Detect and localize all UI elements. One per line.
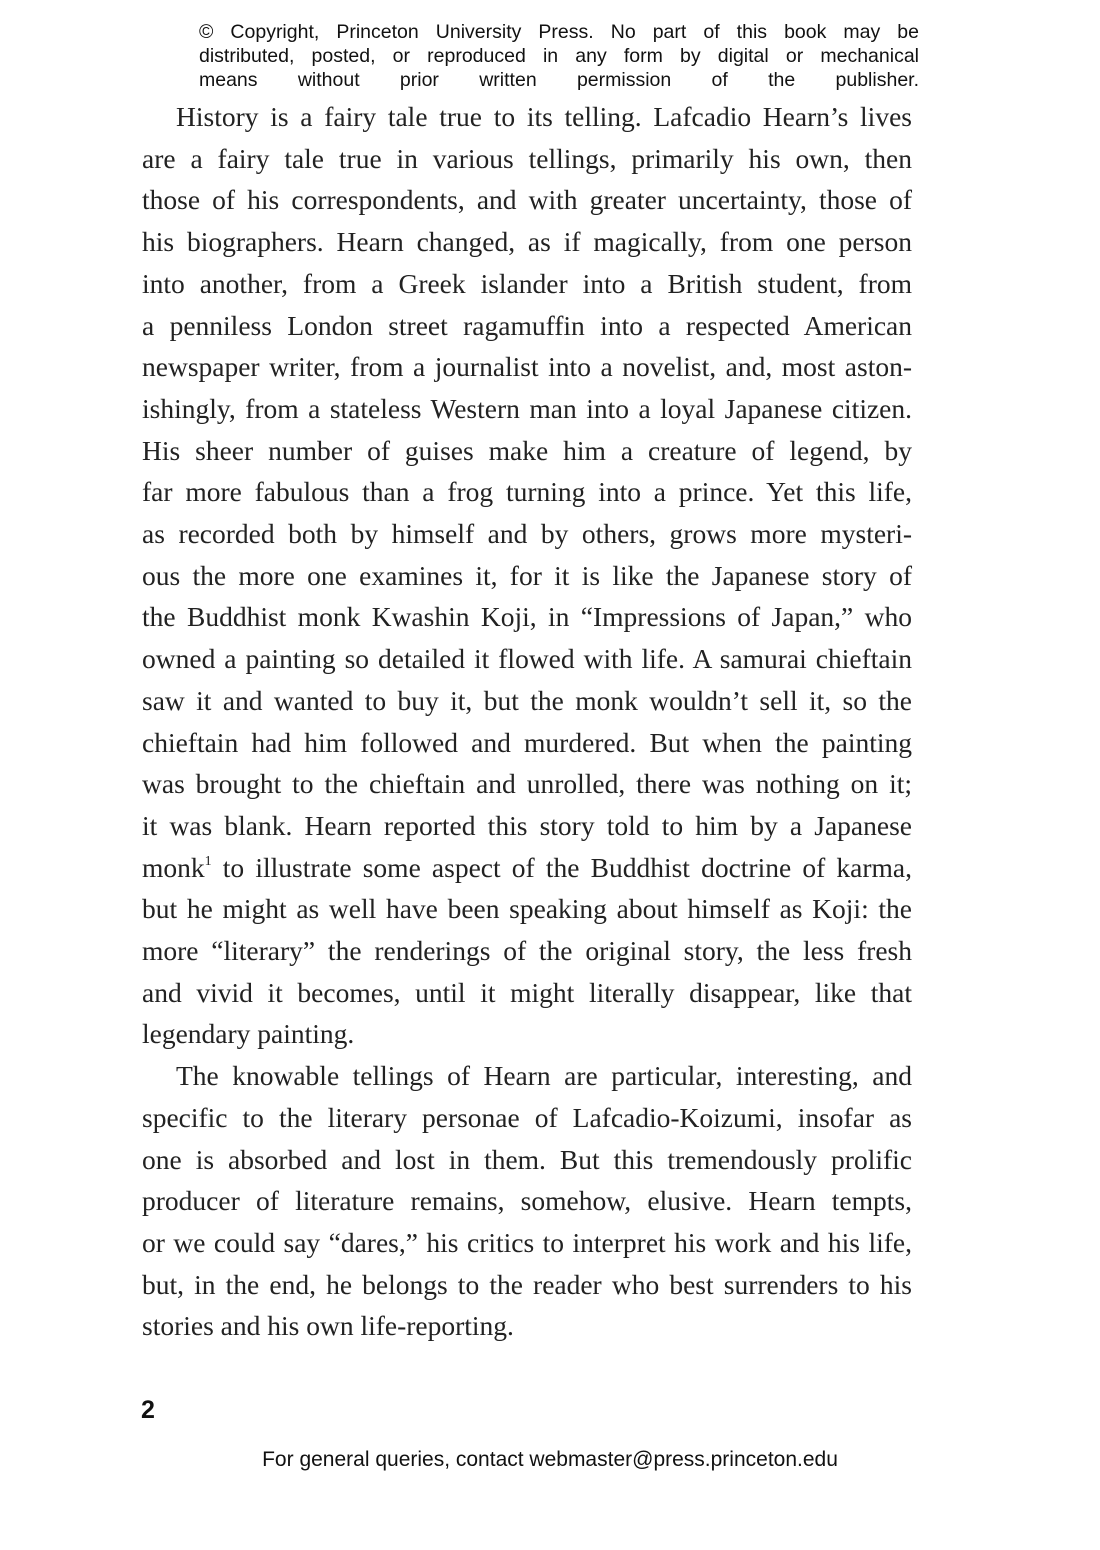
text-line: saw it and wanted to buy it, but the monk wouldn’t sell it, so the <box>142 684 912 716</box>
text-line: a penniless London street ragamuffin into a respected American <box>142 309 912 341</box>
text-line: and vivid it becomes, until it might literally disappear, like that <box>142 976 912 1008</box>
text-line: those of his correspondents, and with greater uncertainty, those of <box>142 184 912 216</box>
text-line: or we could say “dares,” his critics to interpret his work and his life, <box>142 1226 912 1258</box>
text-line: His sheer number of guises make him a creature of legend, by <box>142 434 912 466</box>
text-line: newspaper writer, from a journalist into a novelist, and, most aston- <box>142 351 912 383</box>
text-line: but he might as well have been speaking about himself as Koji: the <box>142 893 912 925</box>
text-line: are a fairy tale true in various tellings, primarily his own, then <box>142 142 912 174</box>
text-line: History is a fairy tale true to its telling. Lafcadio Hearn’s lives <box>176 101 912 132</box>
text-line: stories and his own life-reporting. <box>142 1310 514 1342</box>
text-line: the Buddhist monk Kwashin Koji, in “Impressions of Japan,” who <box>142 601 912 633</box>
text-line: far more fabulous than a frog turning into a prince. Yet this life, <box>142 476 912 508</box>
text-line: specific to the literary personae of Lafcadio-Koizumi, insofar as <box>142 1101 912 1133</box>
text-line: The knowable tellings of Hearn are particular, interesting, and <box>176 1060 912 1092</box>
text-line: was brought to the chieftain and unrolled, there was nothing on it; <box>142 768 912 800</box>
copyright-line: means without prior written permission of the publisher. <box>199 69 919 91</box>
text-line: into another, from a Greek islander into a British student, from <box>142 267 912 299</box>
footer-contact: For general queries, contact webmaster@press.princeton.edu <box>262 1448 838 1471</box>
footnote-marker[interactable]: 1 <box>204 853 212 869</box>
body-text <box>142 96 912 1347</box>
text-line: ous the more one examines it, for it is like the Japanese story of <box>142 559 912 591</box>
text-line: but, in the end, he belongs to the reader who best surrenders to his <box>142 1268 912 1300</box>
text-line: chieftain had him followed and murdered. But when the painting <box>142 726 912 758</box>
text-line: ishingly, from a stateless Western man into a loyal Japanese citizen. <box>142 392 912 424</box>
page-number: 2 <box>141 1396 155 1424</box>
footnote-anchor-word: monk <box>142 851 205 883</box>
copyright-line: © Copyright, Princeton University Press. No part of this book may be <box>199 21 919 43</box>
copyright-line: distributed, posted, or reproduced in any form by digital or mechanical <box>199 45 919 67</box>
text-line: owned a painting so detailed it flowed with life. A samurai chieftain <box>142 643 912 675</box>
paragraph-2 <box>142 1055 912 1347</box>
paragraph-1 <box>142 96 912 1055</box>
footnote-line-rest: to illustrate some aspect of the Buddhist doctrine of karma, <box>211 851 912 883</box>
text-line-with-footnote <box>142 847 912 889</box>
text-line: it was blank. Hearn reported this story told to him by a Japanese <box>142 809 912 841</box>
text-line: legendary painting. <box>142 1018 355 1050</box>
text-line: his biographers. Hearn changed, as if magically, from one person <box>142 226 912 258</box>
text-line: one is absorbed and lost in them. But this tremendously prolific <box>142 1143 912 1175</box>
text-line: more “literary” the renderings of the original story, the less fresh <box>142 935 912 967</box>
copyright-notice <box>199 20 919 92</box>
text-line: as recorded both by himself and by others, grows more mysteri- <box>142 518 912 550</box>
text-line: producer of literature remains, somehow, elusive. Hearn tempts, <box>142 1185 912 1217</box>
